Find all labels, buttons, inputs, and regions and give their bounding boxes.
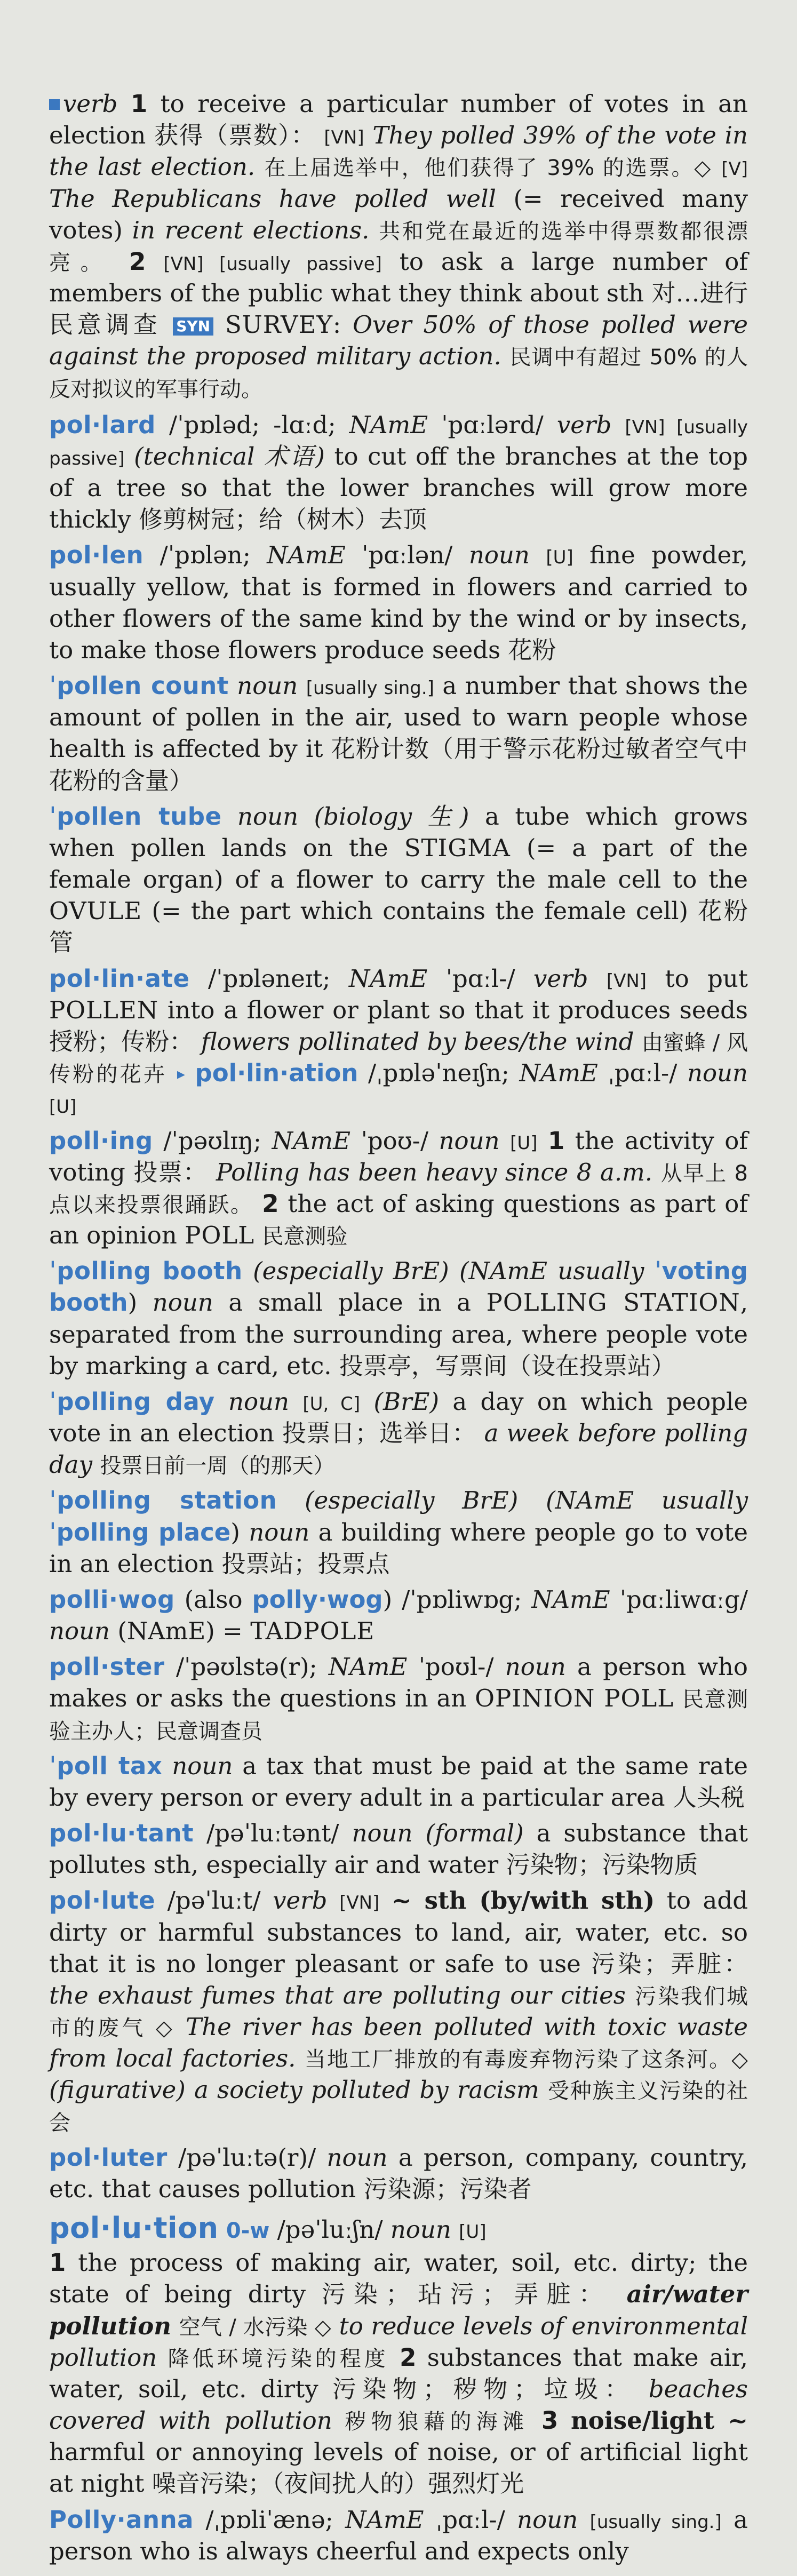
usage-label: (especially BrE) (NAmE usually: [305, 1486, 748, 1515]
definition: to receive a particular number of votes in an election 获得（票数）：: [49, 90, 748, 150]
cross-reference: POLLEN: [49, 995, 159, 1024]
example: Over 50% of those polled were against the proposed military action.: [49, 310, 748, 371]
grammar-code: [V]: [721, 158, 748, 180]
part-of-speech: noun: [249, 1518, 310, 1546]
key-icon: 0-w: [226, 2219, 270, 2244]
cross-reference: STIGMA: [404, 833, 511, 862]
example: Polling has been heavy since 8 a.m.: [216, 1158, 653, 1186]
translation: 从早上 8 点以来投票很踊跃。: [49, 1161, 748, 1217]
entry-pollen: [49, 539, 748, 666]
entry-pollute: [49, 1885, 748, 2137]
entry-pollinate: [49, 963, 748, 1121]
part-of-speech: verb: [273, 1886, 328, 1915]
definition: a number that shows the amount of pollen in the air, used to warn people whose health is affected by it 花粉计数（用于警示花粉过敏者空气中花粉的含量）: [49, 672, 748, 795]
translation: 投票日前一周（的那天）: [100, 1454, 335, 1479]
usage-label: (especially BrE) (NAmE usually: [253, 1257, 644, 1286]
pronunciation: ) /ˈpɒliwɒg;: [382, 1585, 522, 1614]
headword: ˈpollen count: [49, 672, 229, 700]
headword: pol·lute: [49, 1886, 156, 1915]
headword: pol·luter: [49, 2143, 168, 2172]
pronunciation: /ˈpɒləneɪt;: [208, 964, 331, 993]
headword: polli·wog: [49, 1585, 175, 1614]
syn-label: SYN: [173, 317, 213, 336]
alternative-headword: polly·wog: [252, 1585, 383, 1614]
example: to reduce levels of environmental pollution: [49, 2311, 748, 2372]
headword: pol·lu·tant: [49, 1819, 194, 1848]
headword: Polly·anna: [49, 2505, 194, 2534]
sense-number: 1: [49, 2248, 66, 2277]
definition: to ask a large number of members of the public what they think about sth 对…进行民意调查: [49, 247, 748, 339]
definition: to add dirty or harmful substances to land, air, water, etc. so that it is no longer pleasant or safe to use 污染；弄脏：: [49, 1886, 748, 1978]
bullet-square-icon: [49, 99, 60, 110]
register-label: (biology 生): [314, 802, 469, 831]
derivative-word: pol·lin·ation: [195, 1059, 358, 1088]
grammar-code: [U]: [49, 1096, 77, 1118]
pronunciation: ˈpɑːliwɑːg/: [619, 1585, 748, 1614]
entry-polliwog: [49, 1584, 748, 1647]
sense-number: 3: [541, 2406, 559, 2435]
entry-polling: [49, 1125, 748, 1251]
example: The Republicans have polled well: [49, 184, 496, 213]
grammar-code: [VN]: [324, 127, 364, 149]
headword: ˈpolling booth: [49, 1257, 243, 1286]
sense-number: 1: [547, 1126, 565, 1155]
pronunciation: /ˈpɒlən;: [160, 541, 251, 570]
translation: 民意测验: [262, 1224, 348, 1249]
definition: (= a part of the female organ) of a flower to carry the male cell to the: [49, 833, 748, 894]
example: the exhaust fumes that are polluting our cities: [49, 1981, 626, 2009]
definition: a day on which people vote in an election 投票日；选举日：: [49, 1387, 748, 1448]
cross-reference: OPINION POLL: [475, 1684, 674, 1713]
entry-polling-station: [49, 1485, 748, 1580]
sense-number: 2: [400, 2343, 417, 2372]
pronunciation: ˈpɑːl-/: [445, 964, 515, 993]
definition: a person, company, country, etc. that causes pollution 污染源；污染者: [49, 2143, 748, 2203]
part-of-speech: noun: [237, 802, 299, 831]
definition: a building where people go to vote in an election 投票站；投票点: [49, 1518, 748, 1578]
translation: 民调中有超过 50% 的人反对拟议的军事行动。: [49, 345, 748, 402]
translation: 受种族主义污染的社会: [49, 2079, 748, 2135]
entry-poll-verb-continued: [49, 88, 748, 404]
region-label: NAmE: [328, 1653, 408, 1681]
headword: poll·ster: [49, 1653, 165, 1681]
pronunciation: /pəˈluːtənt/: [206, 1819, 339, 1848]
grammar-code: [VN]: [606, 970, 647, 992]
region-label: NAmE: [349, 410, 428, 439]
grammar-code: [VN]: [339, 1892, 380, 1914]
definition: the activity of voting 投票：: [49, 1126, 748, 1186]
part-of-speech: noun: [326, 2143, 388, 2172]
definition: into a flower or plant so that it produces seeds 授粉；传粉：: [49, 995, 748, 1056]
translation: 民意测验主办人；民意调查员: [49, 1687, 748, 1744]
part-of-speech: noun: [687, 1059, 748, 1088]
region-label: NAmE: [267, 541, 346, 570]
pronunciation: /ˈpɒləd; -lɑːd;: [169, 410, 336, 439]
punct: ): [230, 1518, 240, 1546]
pronunciation: ˌpɑːl-/: [435, 2505, 505, 2534]
translation: 共和党在最近的选举中得票数都很漂亮。: [49, 219, 748, 275]
part-of-speech: verb: [533, 964, 588, 993]
part-of-speech: noun: [352, 1819, 413, 1848]
entry-polling-day: [49, 1386, 748, 1481]
grammar-code: [usually sing.]: [589, 2511, 722, 2533]
cross-reference: POLL: [185, 1221, 255, 1250]
region-label: NAmE: [345, 2505, 424, 2534]
cross-reference: OVULE: [49, 897, 142, 926]
pronunciation: /pəˈluːt/: [167, 1886, 261, 1915]
triangle-arrow-icon: ▸: [177, 1065, 185, 1084]
definition: a person who makes or asks the questions in an: [49, 1653, 748, 1713]
pattern: noise/light ~: [570, 2406, 748, 2435]
definition: a tax that must be paid at the same rate by every person or every adult in a particular area 人头税: [49, 1751, 748, 1812]
region-label: NAmE: [348, 964, 428, 993]
definition: the act of asking questions as part of an opinion: [49, 1189, 748, 1250]
part-of-speech: noun: [172, 1751, 233, 1780]
grammar-code: [U]: [459, 2221, 487, 2243]
grammar-code: [U]: [510, 1132, 538, 1154]
definition: (NAmE) =: [117, 1617, 243, 1646]
translation: 空气 / 水污染 ◇: [179, 2315, 331, 2340]
part-of-speech: noun: [468, 541, 530, 570]
headword: ˈpolling day: [49, 1387, 215, 1416]
pronunciation: ˌpɑːl-/: [608, 1059, 678, 1088]
entry-pollution: [49, 2209, 748, 2499]
sense-number: 2: [262, 1189, 279, 1218]
pronunciation: /pəˈluːtə(r)/: [178, 2143, 316, 2172]
part-of-speech: noun: [237, 672, 298, 700]
part-of-speech: noun: [505, 1653, 566, 1681]
entry-pollyanna: [49, 2504, 748, 2567]
definition: a substance that pollutes sth, especially air and water 污染物；污染物质: [49, 1819, 748, 1879]
entry-poll-tax: [49, 1750, 748, 1813]
register-label: (technical 术语): [134, 442, 325, 470]
example: flowers pollinated by bees/the wind: [201, 1027, 634, 1056]
pronunciation: ˈpoʊl-/: [418, 1653, 494, 1681]
headword: pol·lu·tion: [49, 2211, 219, 2245]
definition: to put: [665, 964, 748, 993]
pronunciation: ˈpɑːlən/: [362, 541, 453, 570]
grammar-code: [usually sing.]: [306, 677, 434, 699]
collocation: air/water pollution: [49, 2280, 748, 2340]
definition: to cut off the branches at the top of a tree so that the lower branches will grow more thickly 修剪树冠；给（树木）去顶: [49, 442, 748, 534]
cross-reference: TADPOLE: [250, 1617, 375, 1646]
definition: , separated from the surrounding area, where people vote by marking a card, etc. 投票亭，写票间（设在投票站）: [49, 1288, 748, 1380]
pronunciation: ˈpɑːlərd/: [441, 410, 544, 439]
part-of-speech: noun: [439, 1126, 500, 1155]
headword: pol·lin·ate: [49, 964, 190, 993]
entry-pollster: [49, 1651, 748, 1746]
entry-polling-booth: [49, 1255, 748, 1382]
definition: fine powder, usually yellow, that is formed in flowers and carried to other flowers of the same kind by the wind or by insects, to make those flowers produce seeds 花粉: [49, 541, 748, 664]
definition: a person who is always cheerful and expects only: [49, 2505, 748, 2565]
region-label: NAmE: [519, 1059, 598, 1088]
part-of-speech: noun: [228, 1387, 290, 1416]
grammar-code: [VN] [usually passive]: [49, 416, 748, 469]
headword: pol·lard: [49, 410, 156, 439]
region-label: (BrE): [373, 1387, 440, 1416]
part-of-speech: noun: [49, 1617, 110, 1646]
translation: 降低环境污染的程度: [168, 2346, 389, 2371]
translation: 秽物狼藉的海滩: [345, 2410, 529, 2435]
definition: harmful or annoying levels of noise, or of artificial light at night 噪音污染；（夜间扰人的）强烈灯光: [49, 2438, 748, 2498]
region-label: NAmE: [272, 1126, 350, 1155]
entry-pollutant: [49, 1817, 748, 1880]
pronunciation: /ˌpɒliˈænə;: [205, 2505, 333, 2534]
region-label: NAmE: [531, 1585, 610, 1614]
part-of-speech: noun: [152, 1288, 213, 1317]
entry-polluter: [49, 2142, 748, 2205]
entry-pollen-count: [49, 670, 748, 796]
alternative-headword: ˈvoting booth: [49, 1257, 748, 1317]
example: a society polluted by racism: [194, 2076, 539, 2104]
definition: a small place in a: [228, 1288, 471, 1317]
part-of-speech: verb: [556, 410, 612, 439]
headword: ˈpoll tax: [49, 1751, 163, 1780]
cross-reference: POLLING STATION: [486, 1288, 740, 1317]
punct: :: [333, 310, 341, 339]
pronunciation: /ˈpəʊlstə(r);: [176, 1653, 317, 1681]
alternative-headword: ˈpolling place: [49, 1518, 231, 1546]
entry-pollen-tube: [49, 801, 748, 959]
sense-number: 2: [129, 247, 146, 276]
usage-label: (figurative): [49, 2076, 186, 2104]
translation: 当地工厂排放的有毒废弃物污染了这条河。◇: [304, 2047, 748, 2072]
example: beaches covered with pollution: [49, 2374, 748, 2435]
pattern: ~ sth (by/with sth): [391, 1886, 655, 1915]
headword: pol·len: [49, 541, 144, 570]
translation: 污染我们城市的废气 ◇: [49, 1984, 748, 2041]
headword: poll·ing: [49, 1126, 153, 1155]
example: They polled 39% of the vote in the last election.: [49, 121, 748, 181]
pronunciation: ˈpoʊ-/: [361, 1126, 429, 1155]
headword: ˈpolling station: [49, 1486, 277, 1515]
register-label: (formal): [425, 1819, 524, 1848]
example: a week before polling day: [49, 1419, 748, 1479]
grammar-code: [VN] [usually passive]: [163, 253, 382, 275]
example: The river has been polluted with toxic waste from local factories.: [49, 2013, 748, 2073]
punct: ): [127, 1288, 138, 1317]
part-of-speech: noun: [517, 2505, 578, 2534]
pronunciation: /ˈpəʊlɪŋ;: [163, 1126, 262, 1155]
definition: the process of making air, water, soil, etc. dirty; the state of being dirty 污染；玷污；弄脏：: [49, 2248, 748, 2309]
also-label: (also: [184, 1585, 243, 1614]
entry-pollard: [49, 409, 748, 536]
translation: 由蜜蜂 / 风传粉的花卉: [49, 1030, 748, 1087]
pronunciation: /pəˈluːʃn/: [277, 2215, 383, 2244]
translation: 在上届选举中，他们获得了 39% 的选票。◇: [264, 156, 713, 181]
grammar-code: [U]: [546, 547, 573, 569]
definition: a tube which grows when pollen lands on the: [49, 802, 748, 862]
gloss: (= received many votes): [49, 184, 748, 244]
part-of-speech: noun: [390, 2215, 451, 2244]
synonym: SURVEY: [225, 310, 333, 339]
example: in recent elections.: [132, 216, 370, 244]
headword: ˈpollen tube: [49, 802, 222, 831]
definition: (= the part which contains the female cell) 花粉管: [49, 897, 748, 957]
pronunciation: /ˌpɒləˈneɪʃn;: [368, 1059, 509, 1088]
grammar-code: [U, C]: [302, 1393, 361, 1415]
sense-number: 1: [130, 90, 148, 118]
definition: substances that make air, water, soil, etc. dirty 污染物；秽物；垃圾：: [49, 2343, 748, 2403]
part-of-speech: verb: [63, 90, 118, 118]
